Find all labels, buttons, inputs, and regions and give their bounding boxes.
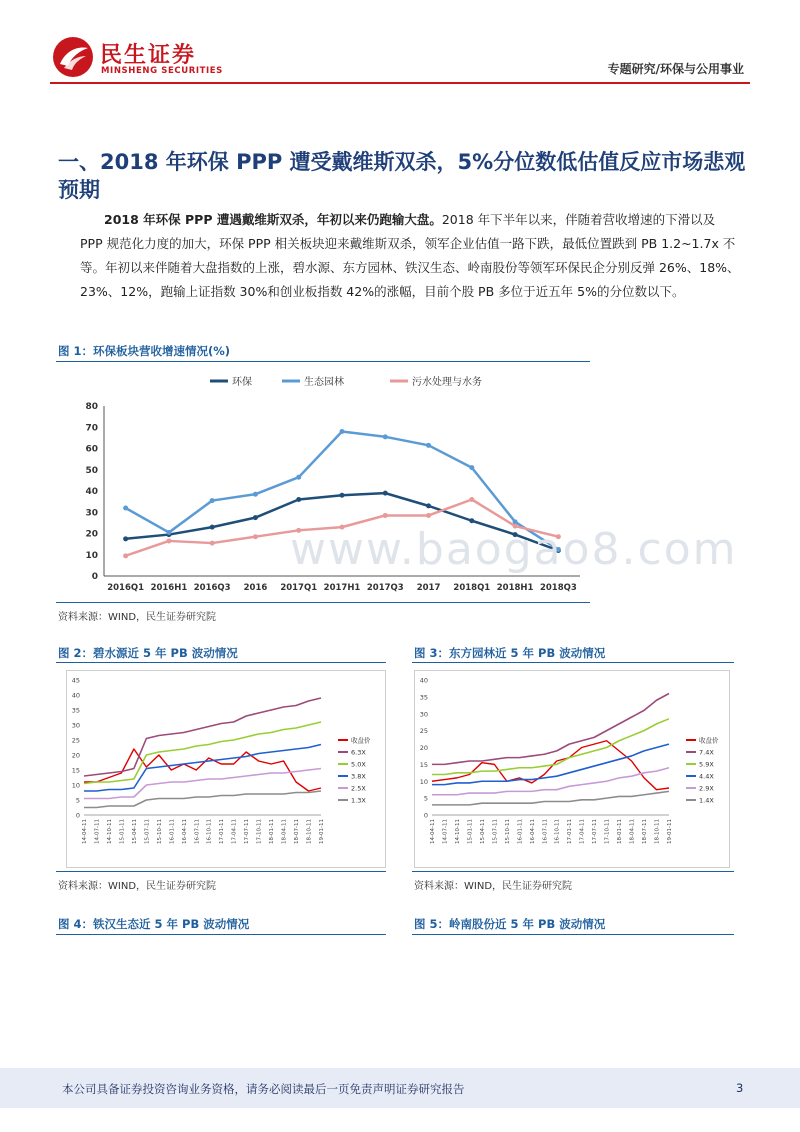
y-tick-label: 10 (85, 550, 98, 561)
x-tick-label: 16-10-11 (206, 819, 213, 844)
legend-label: 1.4X (699, 796, 714, 805)
y-tick-label: 40 (419, 676, 428, 685)
data-point (210, 541, 215, 546)
x-tick-label: 14-07-11 (94, 819, 101, 844)
x-tick-label: 17-01-11 (219, 819, 226, 844)
y-tick-label: 80 (85, 402, 98, 412)
legend-label: 7.4X (699, 748, 714, 757)
x-tick-label: 14-04-11 (82, 819, 88, 844)
figure-2-top-rule (56, 662, 386, 663)
data-point (296, 475, 301, 480)
pb-series-line (432, 719, 669, 775)
legend-label: 2.9X (699, 784, 714, 793)
data-point (469, 465, 474, 470)
x-tick-label: 17-01-11 (567, 819, 574, 844)
legend-label: 3.8X (351, 772, 366, 781)
x-tick-label: 16-04-11 (181, 819, 188, 844)
x-tick-label: 18-10-11 (654, 819, 661, 844)
x-tick-label: 17-04-11 (579, 819, 586, 844)
pb-series-line (432, 694, 669, 765)
figure-3-title: 图 3：东方园林近 5 年 PB 波动情况 (414, 646, 606, 660)
data-point (123, 553, 128, 558)
x-tick-label: 17-07-11 (592, 819, 599, 844)
legend-label: 5.9X (699, 760, 714, 769)
data-point (253, 492, 258, 497)
page-number: 3 (736, 1081, 744, 1095)
x-tick-label: 14-10-11 (454, 819, 461, 844)
x-tick-label: 14-04-11 (430, 819, 436, 844)
y-tick-label: 30 (419, 710, 428, 719)
data-point (383, 491, 388, 496)
figure-5-title: 图 5：岭南股份近 5 年 PB 波动情况 (414, 917, 606, 931)
header-divider (50, 82, 750, 84)
x-tick-label: 2016Q1 (107, 583, 145, 593)
x-tick-label: 2017 (416, 583, 441, 593)
data-point (166, 530, 171, 535)
x-tick-label: 2017H1 (323, 583, 361, 593)
x-tick-label: 18-07-11 (642, 819, 649, 844)
figure-3-top-rule (412, 662, 734, 663)
x-tick-label: 18-01-11 (269, 819, 276, 844)
paragraph-lead: 2018 年环保 PPP 遭遇戴维斯双杀，年初以来仍跑输大盘。 (104, 212, 442, 227)
x-tick-label: 2017Q1 (280, 583, 318, 593)
pb-series-line (84, 745, 321, 792)
x-tick-label: 18-10-11 (306, 819, 313, 844)
x-tick-label: 15-04-11 (131, 819, 138, 844)
y-tick-label: 35 (419, 693, 428, 702)
figure-2-source: 资料来源：WIND，民生证券研究院 (58, 881, 217, 892)
x-tick-label: 2016 (243, 583, 268, 593)
data-point (426, 503, 431, 508)
y-tick-label: 45 (71, 676, 80, 685)
report-category: 专题研究/环保与公用事业 (607, 62, 744, 76)
x-tick-label: 17-10-11 (256, 819, 263, 844)
data-point (469, 518, 474, 523)
y-tick-label: 20 (85, 529, 98, 540)
y-tick-label: 15 (419, 760, 428, 769)
figure-2-chart (66, 670, 386, 868)
x-tick-label: 15-01-11 (467, 819, 474, 844)
y-tick-label: 25 (71, 736, 80, 745)
figure-2-bottom-rule (56, 871, 386, 872)
data-point (340, 429, 345, 434)
figure-3-source: 资料来源：WIND，民生证券研究院 (414, 881, 573, 892)
paragraph-text: 2018 年下半年以来，伴随着营收增速的下滑以及 PPP 规范化力度的加大，环保 PPP 相关板块迎来戴维斯双杀，领军企业估值一路下跌，最低位置跌到 PB 1.2~1.7x 不等。年初以来伴随着大盘指数的上涨，碧水源、东方园林、铁汉生态、岭南股份等领军环保民企分别反弹 26%、18%、23%、12%，跑输上证指数 30%和创业板指数 42%的涨幅，目前个股 PB 多位于近五年 5%的分位数以下。 (80, 212, 740, 299)
x-tick-label: 2017Q3 (366, 583, 404, 593)
data-point (123, 506, 128, 511)
brand-name-en: MINSHENG SECURITIES (101, 66, 223, 76)
data-point (340, 493, 345, 498)
figure-1-top-rule (56, 361, 590, 362)
x-tick-label: 2018Q1 (453, 583, 491, 593)
x-tick-label: 16-01-11 (517, 819, 524, 844)
data-point (210, 498, 215, 503)
x-tick-label: 15-04-11 (479, 819, 486, 844)
figure-4-title: 图 4：铁汉生态近 5 年 PB 波动情况 (58, 917, 250, 931)
x-tick-label: 15-07-11 (492, 819, 499, 844)
figure-1-title: 图 1：环保板块营收增速情况(%) (58, 344, 231, 358)
data-point (426, 443, 431, 448)
x-tick-label: 2018Q3 (539, 583, 577, 593)
y-tick-label: 5 (75, 796, 80, 805)
x-tick-label: 17-10-11 (604, 819, 611, 844)
x-tick-label: 2018H1 (496, 583, 534, 593)
x-tick-label: 18-01-11 (617, 819, 624, 844)
y-tick-label: 5 (423, 794, 428, 803)
x-tick-label: 18-04-11 (629, 819, 636, 844)
data-point (296, 497, 301, 502)
y-tick-label: 60 (85, 444, 98, 455)
data-point (210, 525, 215, 530)
x-tick-label: 16-07-11 (542, 819, 549, 844)
brand-logo-icon (52, 36, 94, 78)
y-tick-label: 0 (91, 572, 98, 582)
pb-series-line (84, 749, 321, 791)
x-tick-label: 2016Q3 (193, 583, 231, 593)
legend-label: 收盘价 (699, 736, 719, 745)
x-tick-label: 15-10-11 (504, 819, 511, 844)
data-point (383, 513, 388, 518)
legend-label: 6.3X (351, 748, 366, 757)
figure-2-title: 图 2：碧水源近 5 年 PB 波动情况 (58, 646, 238, 660)
x-tick-label: 19-01-11 (319, 819, 325, 844)
data-point (253, 515, 258, 520)
y-tick-label: 0 (423, 811, 428, 820)
y-tick-label: 25 (419, 727, 428, 736)
figure-3-chart (414, 670, 730, 868)
chart-frame (67, 671, 386, 868)
watermark: www.baogao8.com (290, 524, 738, 575)
data-point (383, 434, 388, 439)
figure-5-top-rule (412, 934, 734, 935)
y-tick-label: 0 (75, 811, 80, 820)
y-tick-label: 40 (85, 487, 98, 497)
y-tick-label: 35 (71, 706, 80, 715)
figure-3-bottom-rule (412, 871, 734, 872)
legend-label: 污水处理与水务 (412, 377, 482, 388)
data-point (469, 497, 474, 502)
data-point (123, 536, 128, 541)
y-tick-label: 50 (85, 465, 98, 476)
y-tick-label: 70 (85, 423, 98, 434)
figure-1-source: 资料来源：WIND，民生证券研究院 (58, 612, 217, 623)
data-point (166, 538, 171, 543)
x-tick-label: 16-04-11 (529, 819, 536, 844)
x-tick-label: 18-04-11 (281, 819, 288, 844)
body-paragraph (80, 208, 740, 304)
y-tick-label: 30 (85, 508, 98, 519)
pb-series-line (432, 768, 669, 795)
x-tick-label: 16-01-11 (169, 819, 176, 844)
footer-disclaimer: 本公司具备证券投资咨询业务资格，请务必阅读最后一页免责声明证券研究报告 (62, 1082, 465, 1096)
y-tick-label: 30 (71, 721, 80, 730)
x-tick-label: 15-07-11 (144, 819, 151, 844)
x-tick-label: 15-01-11 (119, 819, 126, 844)
x-tick-label: 17-04-11 (231, 819, 238, 844)
section-title: 一、2018 年环保 PPP 遭受戴维斯双杀，5%分位数低估值反应市场悲观预期 (58, 150, 746, 202)
x-tick-label: 14-07-11 (442, 819, 449, 844)
y-tick-label: 15 (71, 766, 80, 775)
x-tick-label: 16-07-11 (194, 819, 201, 844)
y-tick-label: 40 (71, 691, 80, 700)
legend-label: 生态园林 (304, 377, 344, 388)
x-tick-label: 18-07-11 (294, 819, 301, 844)
legend-label: 1.3X (351, 796, 366, 805)
y-tick-label: 10 (419, 777, 428, 786)
data-point (253, 534, 258, 539)
pb-series-line (84, 791, 321, 808)
figure-4-top-rule (56, 934, 386, 935)
brand-name: 民生证券 (100, 43, 197, 68)
legend-label: 5.0X (351, 760, 366, 769)
legend-label: 收盘价 (351, 736, 371, 745)
x-tick-label: 2016H1 (150, 583, 188, 593)
y-tick-label: 20 (71, 751, 80, 760)
data-point (426, 513, 431, 518)
figure-1-bottom-rule (56, 602, 590, 603)
legend-label: 环保 (232, 377, 252, 388)
x-tick-label: 19-01-11 (667, 819, 673, 844)
legend-label: 4.4X (699, 772, 714, 781)
x-tick-label: 17-07-11 (244, 819, 251, 844)
x-tick-label: 16-10-11 (554, 819, 561, 844)
y-tick-label: 20 (419, 744, 428, 752)
x-tick-label: 14-10-11 (106, 819, 113, 844)
x-tick-label: 15-10-11 (156, 819, 163, 844)
y-tick-label: 10 (71, 781, 80, 790)
legend-label: 2.5X (351, 784, 366, 793)
